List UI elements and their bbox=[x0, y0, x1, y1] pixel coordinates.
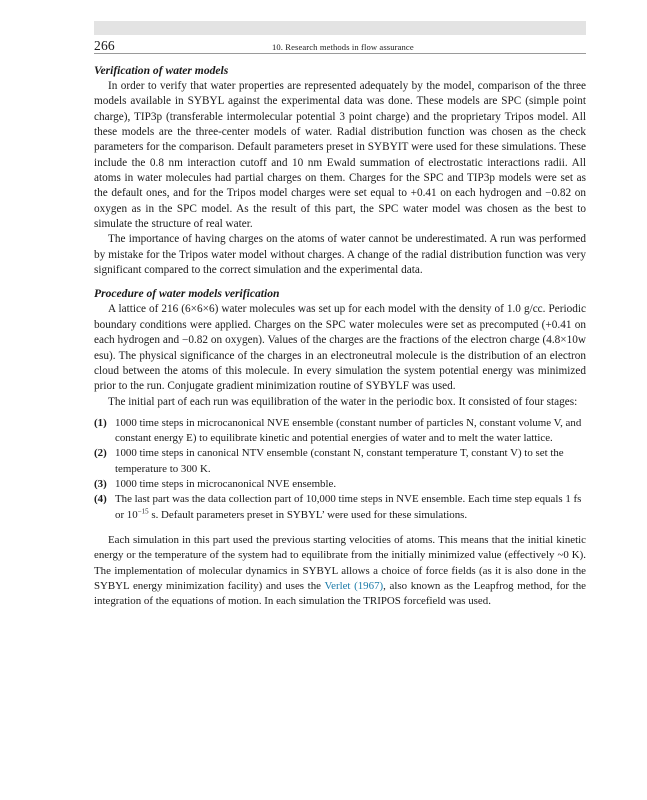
exponent: −15 bbox=[137, 507, 149, 516]
list-item bbox=[94, 416, 586, 447]
stages-list bbox=[94, 416, 586, 523]
paragraph-text: Each simulation in this part used the previous starting velocities of atoms. This means that the initial kinetic energy or the temperature of the system had to equilibrate from the initially minimized value (effectively ~0 K). The implementation of molecular dynamics in SYBYL allows a choice of force fields (as it is also done in the SYBYL energy minimization facility) and uses the bbox=[94, 533, 586, 592]
citation-link[interactable]: Verlet (1967) bbox=[324, 579, 384, 592]
list-item bbox=[94, 492, 586, 523]
header-divider bbox=[94, 53, 586, 54]
section-heading-procedure: Procedure of water models verification bbox=[94, 287, 280, 301]
section-heading-verification: Verification of water models bbox=[94, 64, 229, 77]
list-item-text: 1000 time steps in microcanonical NVE ensemble. bbox=[115, 478, 337, 491]
list-item-number: (4) bbox=[94, 493, 107, 506]
paragraph-text: , also known as the Leapfrog method, for the integration of the equations of motion. In each simulation the TRIPOS forcefield was used. bbox=[94, 579, 586, 608]
page-number: 266 bbox=[94, 38, 115, 53]
running-head: 10. Research methods in flow assurance bbox=[272, 42, 414, 52]
header-band bbox=[94, 21, 586, 35]
paragraph bbox=[94, 533, 586, 609]
list-item bbox=[94, 446, 586, 477]
paragraph: A lattice of 216 (6×6×6) water molecules was set up for each model with the density of 1.0 g/cc. Periodic boundary conditions were applied. Charges on the SPC water molecules were set as precomputed (+0.41 on each hydrogen and −0.82 on oxygen). Values of the charges are the fractions of the electron charge (4.8×10w esu). The physical significance of the charges in an electroneutral molecule is the distribution of an electron cloud between the atoms of this molecule. In every simulation the system potential energy was minimized prior to the run. Conjugate gradient minimization routine of SYBYLF was used. bbox=[94, 303, 586, 393]
paragraph: In order to verify that water properties are represented adequately by the model, comparison of the three models available in SYBYL against the experimental data was done. These models are SPC (simple point charge), TIP3p (transferable intermolecular potential 3 point charge) and the proprietary Tripos model. All these models are the three-center models of water. Radial distribution function was chosen as the check parameters for the comparison. Default parameters preset in SYBYIT were used for these simulations. These include the 0.8 nm interaction cutoff and 10 nm Ewald summation of electrostatic interactions radii. All atoms in water molecules had partial charges on them. Charges for the SPC and TIP3p models were set as the default ones, and for the Tripos model charges were set equal to +0.41 on each hydrogen and −0.82 on oxygen as in the SPC model. As the result of this part, the SPC water model was chosen as the best to simulate the structure of real water. bbox=[94, 80, 586, 231]
page-body bbox=[94, 62, 586, 609]
list-item-text: 1000 time steps in microcanonical NVE ensemble (constant number of particles N, constant volume V, and constant energy E) to equilibrate kinetic and potential energies of water and to melt the water lattice. bbox=[115, 416, 582, 445]
list-item-number: (1) bbox=[94, 416, 107, 429]
list-item bbox=[94, 477, 586, 492]
paragraph: The importance of having charges on the atoms of water cannot be underestimated. A run was performed by mistake for the Tripos water model without charges. A change of the radial distribution function was very significant compared to the correct simulation and the experimental data. bbox=[94, 233, 586, 277]
list-item-text-part: s. Default parameters preset in SYBYL’ were used for these simulations. bbox=[148, 508, 468, 521]
list-item-text-part: The last part was the data collection part of 10,000 time steps in NVE ensemble. Each time step equals 1 fs or 10 bbox=[115, 493, 582, 521]
paragraph: The initial part of each run was equilibration of the water in the periodic box. It consisted of four stages: bbox=[108, 395, 578, 408]
list-item-text: 1000 time steps in canonical NTV ensemble (constant N, constant temperature T, constant V) to set the temperature to 300 K. bbox=[115, 447, 564, 475]
list-item-text bbox=[115, 492, 586, 523]
list-item-number: (3) bbox=[94, 478, 107, 491]
list-item-number: (2) bbox=[94, 447, 107, 460]
